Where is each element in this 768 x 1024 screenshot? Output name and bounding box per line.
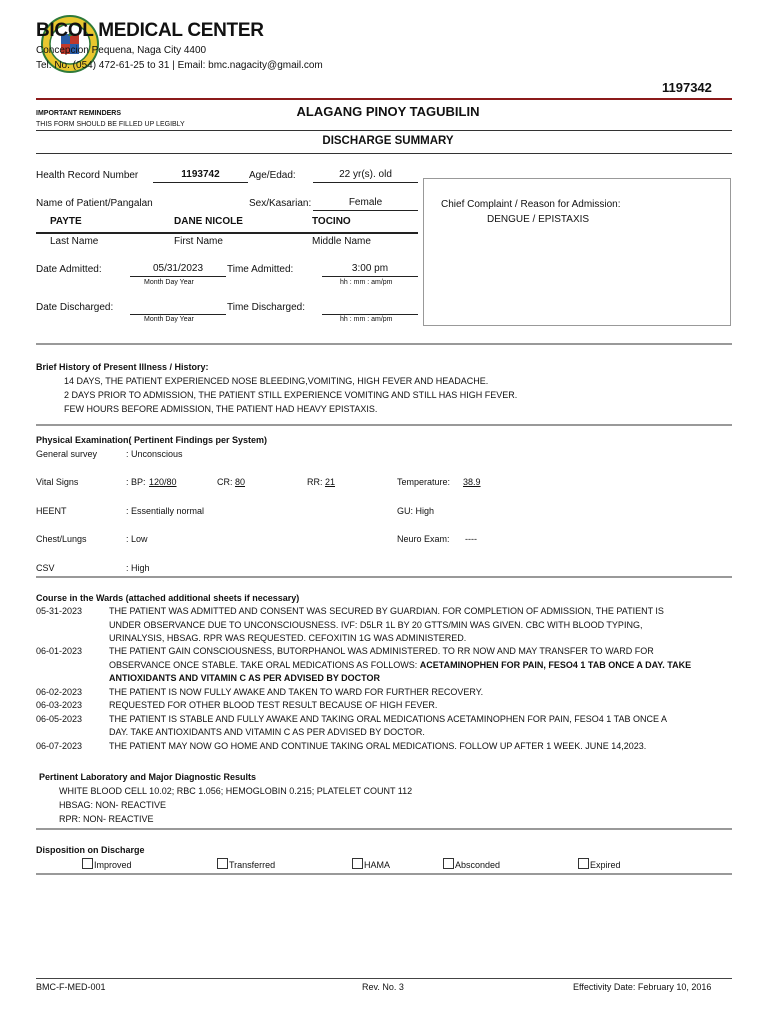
cr-value: 80 (235, 477, 246, 487)
hospital-contact: Tel. No. (054) 472-61-25 to 31 | Email: bmc.nagacity@gmail.com (36, 60, 323, 71)
middle-name-value[interactable]: TOCINO (312, 216, 351, 227)
date-discharged-line (130, 314, 226, 315)
disposition-label: Absconded (455, 860, 501, 870)
footer-form-code: BMC-F-MED-001 (36, 982, 106, 992)
disposition-label: Expired (590, 860, 621, 870)
course-entry: THE PATIENT IS STABLE AND FULLY AWAKE AND TAKING ORAL MEDICATIONS ACETAMINOPHEN FOR PAIN, FESO4 1 TAB ONCE A (109, 714, 667, 724)
course-entry-normal: OBSERVANCE ONCE STABLE. TAKE ORAL MEDICATIONS AS FOLLOWS: (109, 660, 420, 670)
history-title: Brief History of Present Illness / History: (36, 362, 209, 372)
title-rule (36, 130, 732, 131)
rr-label: RR: (307, 477, 323, 487)
heent-value: : Essentially normal (126, 506, 205, 516)
time-admitted-value[interactable]: 3:00 pm (351, 263, 389, 274)
hrn-value[interactable]: 1193742 (181, 169, 220, 180)
course-date: 06-07-2023 (36, 741, 83, 751)
bp-value: 120/80 (149, 477, 177, 487)
checkbox-icon[interactable] (578, 858, 589, 869)
course-date: 06-03-2023 (36, 700, 83, 710)
cr-label: CR: (217, 477, 233, 487)
course-title: Course in the Wards (attached additional sheets if necessary) (36, 593, 300, 603)
section-rule (36, 153, 732, 154)
course-entry: THE PATIENT MAY NOW GO HOME AND CONTINUE TAKING ORAL MEDICATIONS. FOLLOW UP AFTER 1 WEEK. JUNE 14,2023. (109, 741, 647, 751)
course-date: 06-01-2023 (36, 646, 83, 656)
course-entry: THE PATIENT IS NOW FULLY AWAKE AND TAKEN TO WARD FOR FURTHER RECOVERY. (109, 687, 484, 697)
footer-rule (36, 978, 732, 979)
course-entry (109, 659, 691, 673)
form-title: ALAGANG PINOY TAGUBILIN (296, 104, 480, 119)
time-admitted-line (322, 276, 418, 277)
section-title: DISCHARGE SUMMARY (322, 135, 454, 147)
history-line: 14 DAYS, THE PATIENT EXPERIENCED NOSE BLEEDING,VOMITING, HIGH FEVER AND HEADACHE. (64, 376, 489, 386)
course-date: 06-02-2023 (36, 687, 83, 697)
csv-label: CSV (36, 563, 55, 573)
checkbox-icon[interactable] (82, 858, 93, 869)
chest-label: Chest/Lungs (36, 534, 87, 544)
chief-complaint-label: Chief Complaint / Reason for Admission: (441, 199, 621, 210)
gu-label: GU: High (397, 506, 435, 516)
temp-value: 38.9 (463, 477, 481, 487)
reminder-title: IMPORTANT REMINDERS (36, 110, 122, 117)
course-entry: ANTIOXIDANTS AND VITAMIN C AS PER ADVISED BY DOCTOR (109, 673, 381, 683)
hrn-label: Health Record Number (36, 170, 139, 181)
first-name-label: First Name (174, 236, 223, 247)
date-admitted-line (130, 276, 226, 277)
date-discharged-label: Date Discharged: (36, 302, 114, 313)
checkbox-icon[interactable] (443, 858, 454, 869)
general-label: General survey (36, 449, 98, 459)
course-date: 05-31-2023 (36, 606, 83, 616)
checkbox-icon[interactable] (352, 858, 363, 869)
pe-title: Physical Examination( Pertinent Findings per System) (36, 435, 268, 445)
time-admitted-hint: hh : mm : am/pm (340, 279, 393, 286)
course-entry: REQUESTED FOR OTHER BLOOD TEST RESULT BECAUSE OF HIGH FEVER. (109, 700, 438, 710)
name-label: Name of Patient/Pangalan (36, 198, 153, 209)
date-admitted-hint: Month Day Year (144, 279, 194, 286)
sex-line (313, 210, 418, 211)
time-discharged-line (322, 314, 418, 315)
neuro-value: ---- (465, 534, 477, 544)
vital-label: Vital Signs (36, 477, 79, 487)
rr-value: 21 (325, 477, 336, 487)
labs-line: WHITE BLOOD CELL 10.02; RBC 1.056; HEMOGLOBIN 0.215; PLATELET COUNT 112 (59, 786, 413, 796)
course-entry: URINALYSIS, HBSAG. RPR WAS REQUESTED. CEFOXITIN 1G WAS ADMINISTERED. (109, 633, 467, 643)
chief-complaint-value[interactable]: DENGUE / EPISTAXIS (487, 214, 590, 225)
history-line: 2 DAYS PRIOR TO ADMISSION, THE PATIENT STILL EXPERIENCE VOMITING AND STILL HAS HIGH FEVER. (64, 390, 518, 400)
date-admitted-value[interactable]: 05/31/2023 (152, 263, 204, 274)
disposition-title: Disposition on Discharge (36, 845, 145, 855)
hospital-address: Concepcion Pequena, Naga City 4400 (36, 45, 207, 56)
disposition-label: Transferred (229, 860, 276, 870)
disposition-rule (36, 873, 732, 875)
history-line: FEW HOURS BEFORE ADMISSION, THE PATIENT HAD HEAVY EPISTAXIS. (64, 404, 378, 414)
age-label: Age/Edad: (249, 170, 296, 181)
labs-rule (36, 828, 732, 830)
last-name-label: Last Name (50, 236, 99, 247)
disposition-label: Improved (94, 860, 132, 870)
name-line (36, 232, 418, 234)
age-value[interactable]: 22 yr(s). old (339, 169, 392, 180)
time-admitted-label: Time Admitted: (227, 264, 294, 275)
time-discharged-hint: hh : mm : am/pm (340, 316, 393, 323)
temp-label: Temperature: (397, 477, 451, 487)
last-name-value[interactable]: PAYTE (50, 216, 82, 227)
form-number: 1197342 (662, 80, 712, 95)
sex-value[interactable]: Female (348, 197, 383, 208)
footer-revision: Rev. No. 3 (362, 982, 404, 992)
disposition-absconded[interactable] (443, 858, 500, 870)
heent-label: HEENT (36, 506, 67, 516)
middle-name-label: Middle Name (312, 236, 371, 247)
sex-label: Sex/Kasarian: (249, 198, 312, 209)
footer-effectivity: Effectivity Date: February 10, 2016 (573, 982, 712, 992)
disposition-transferred[interactable] (217, 858, 275, 870)
time-discharged-label: Time Discharged: (227, 302, 305, 313)
age-line (313, 182, 418, 183)
labs-title: Pertinent Laboratory and Major Diagnostic Results (39, 772, 257, 782)
patient-section-rule (36, 343, 732, 345)
csv-value: : High (126, 563, 150, 573)
disposition-hama[interactable] (352, 858, 390, 870)
course-date: 06-05-2023 (36, 714, 83, 724)
disposition-label: HAMA (364, 860, 391, 870)
reminder-text: THIS FORM SHOULD BE FILLED UP LEGIBLY (36, 121, 185, 128)
chest-value: : Low (126, 534, 148, 544)
pe-rule (36, 576, 732, 578)
course-entry: THE PATIENT GAIN CONSCIOUSNESS, BUTORPHANOL WAS ADMINISTERED. TO RR NOW AND MAY TRANSFER TO WARD FOR (109, 646, 654, 656)
bp-label: : BP: (126, 477, 146, 487)
course-entry: THE PATIENT WAS ADMITTED AND CONSENT WAS SECURED BY GUARDIAN. FOR COMPLETION OF ADMISSION, THE PATIENT IS (109, 606, 664, 616)
disposition-expired[interactable] (578, 858, 621, 870)
history-rule (36, 424, 732, 426)
labs-line: HBSAG: NON- REACTIVE (59, 800, 167, 810)
hrn-line (153, 182, 248, 183)
header-rule (36, 98, 732, 100)
neuro-label: Neuro Exam: (397, 534, 450, 544)
course-entry-bold: ACETAMINOPHEN FOR PAIN, FESO4 1 TAB ONCE A DAY. TAKE (419, 660, 692, 670)
labs-line: RPR: NON- REACTIVE (59, 814, 154, 824)
date-admitted-label: Date Admitted: (36, 264, 102, 275)
disposition-improved[interactable] (82, 858, 132, 870)
checkbox-icon[interactable] (217, 858, 228, 869)
course-entry: DAY. TAKE ANTIOXIDANTS AND VITAMIN C AS PER ADVISED BY DOCTOR. (109, 727, 425, 737)
general-value: : Unconscious (126, 449, 183, 459)
hospital-name: BICOL MEDICAL CENTER (36, 20, 264, 41)
date-discharged-hint: Month Day Year (144, 316, 194, 323)
first-name-value[interactable]: DANE NICOLE (174, 216, 243, 227)
course-entry: UNDER OBSERVANCE DUE TO UNCONSCIOUSNESS. IVF: D5LR 1L BY 20 GTTS/MIN WAS GIVEN. CBC WITH BLOOD TYPING, (109, 620, 643, 630)
